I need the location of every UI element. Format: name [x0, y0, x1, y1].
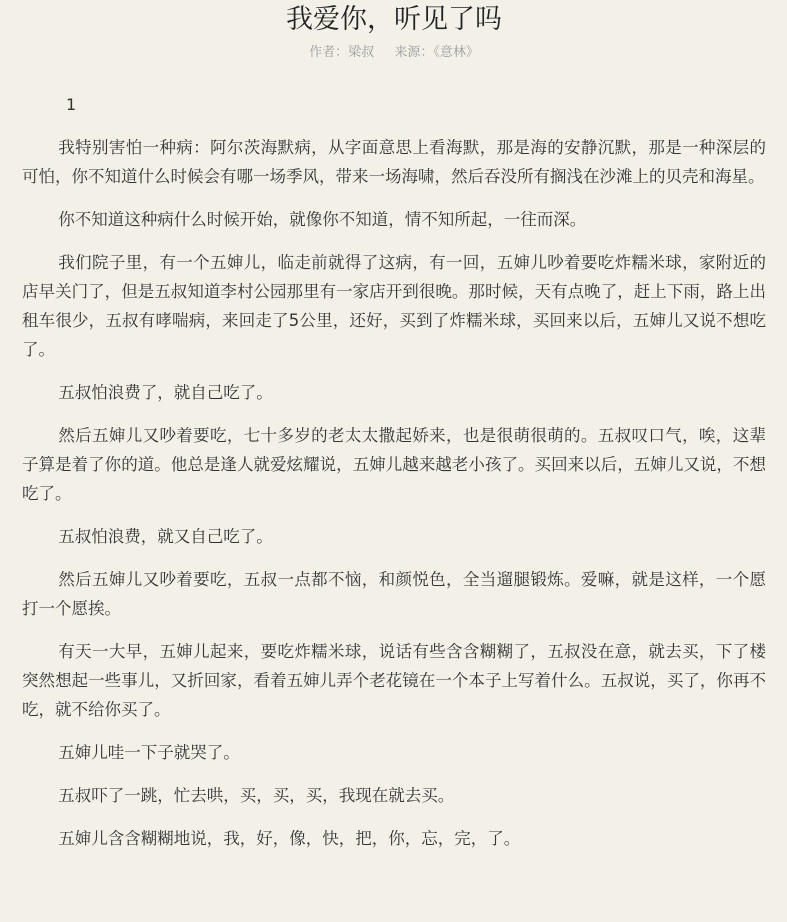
paragraph: 然后五婶儿又吵着要吃，五叔一点都不恼，和颜悦色，全当遛腿锻炼。爱嘛，就是这样，一个愿打一个愿挨。 — [22, 570, 766, 618]
article-title: 我爱你，听见了吗 — [286, 4, 502, 35]
paragraph: 有天一大早，五婶儿起来，要吃炸糯米球，说话有些含含糊糊了，五叔没在意，就去买，下了楼突然想起一些事儿，又折回家，看着五婶儿弄个老花镜在一个本子上写着什么。五叔说，买了，你再不吃，就不给你买了。 — [22, 642, 766, 719]
paragraph: 五叔吓了一跳，忙去哄，买，买，买，我现在就去买。 — [58, 786, 455, 805]
article-body — [22, 133, 766, 853]
article-meta — [22, 44, 766, 62]
source-label: 来源：《意林》 — [394, 45, 479, 60]
paragraph: 五婶儿含含糊糊地说，我，好，像，快，把，你，忘，完，了。 — [58, 829, 521, 848]
paragraph: 你不知道这种病什么时候开始，就像你不知道，情不知所起，一往而深。 — [58, 210, 587, 229]
paragraph: 然后五婶儿又吵着要吃，七十多岁的老太太撒起娇来，也是很萌很萌的。五叔叹口气，唉，这辈子算是着了你的道。他总是逢人就爱炫耀说，五婶儿越来越老小孩了。买回来以后，五婶儿又说，不想吃了。 — [22, 426, 766, 503]
author-label: 作者：梁叔 — [309, 45, 375, 60]
paragraph: 五叔怕浪费了，就自己吃了。 — [58, 383, 273, 402]
paragraph: 五婶儿哇一下子就哭了。 — [58, 743, 240, 762]
paragraph: 我们院子里，有一个五婶儿，临走前就得了这病，有一回，五婶儿吵着要吃炸糯米球，家附近的店早关门了，但是五叔知道李村公园那里有一家店开到很晚。那时候，天有点晚了，赶上下雨，路上出租车很少，五叔有哮喘病，来回走了5公里，还好，买到了炸糯米球，买回来以后，五婶儿又说不想吃了。 — [22, 253, 766, 359]
section-number: 1 — [66, 95, 77, 114]
paragraph: 我特别害怕一种病：阿尔茨海默病，从字面意思上看海默，那是海的安静沉默，那是一种深层的可怕，你不知道什么时候会有哪一场季风，带来一场海啸，然后吞没所有搁浅在沙滩上的贝壳和海星。 — [22, 138, 766, 186]
paragraph: 五叔怕浪费，就又自己吃了。 — [58, 527, 273, 546]
